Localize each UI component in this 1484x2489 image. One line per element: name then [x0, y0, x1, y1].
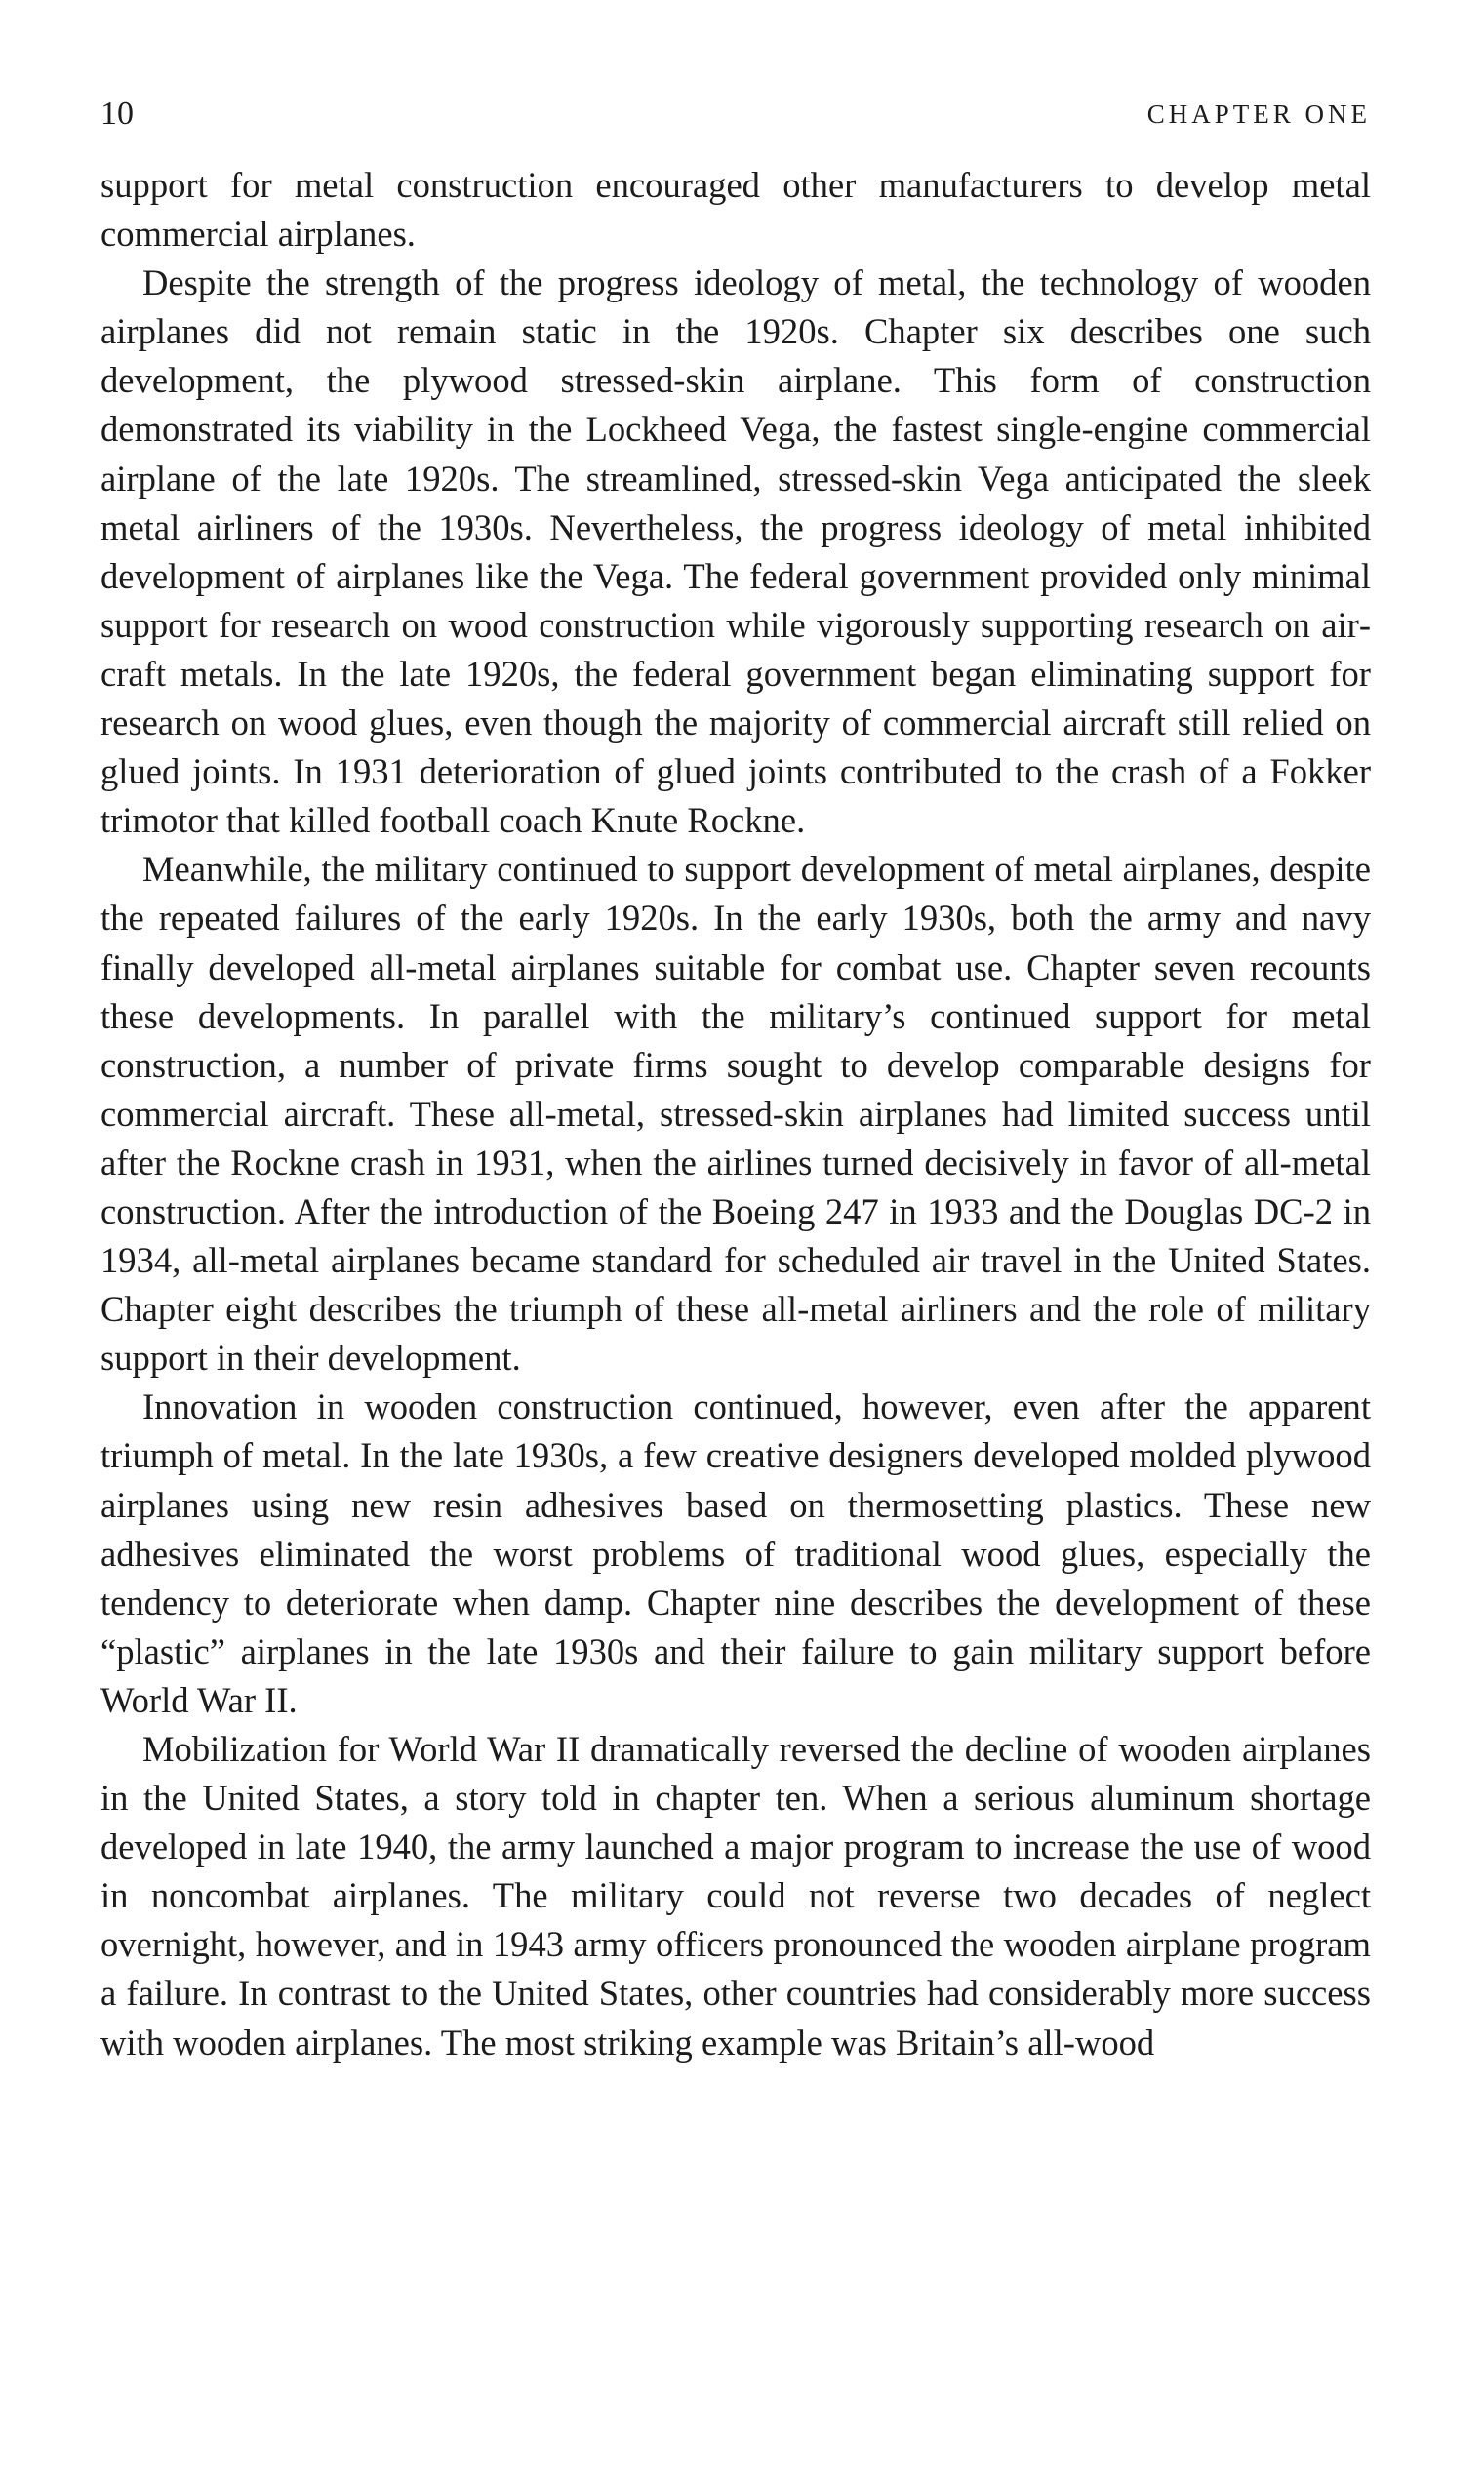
paragraph-continuation: support for metal construction encouraged other manufacturers to develop metal commercial airplanes. [100, 165, 1371, 255]
paragraph-world-war-two: Mobilization for World War II dramatically reversed the decline of wooden airplanes in the United States, a story told in chapter ten. When a serious aluminum shortage developed in late 1940, the army launched a major program to increase the use of wood in noncombat airplanes. The military could not reverse two decades of neglect overnight, however, and in 1943 army officers pronounced the wooden airplane program a failure. In contrast to the United States, other countries had considerably more success with wooden airplanes. The most striking example was Britain’s all-wood [100, 1729, 1371, 2063]
paragraph-military-metal: Meanwhile, the military continued to support development of metal airplanes, despite the repeated failures of the early 1920s. In the early 1930s, both the army and navy finally developed all-metal airplanes suitable for combat use. Chapter seven recounts these developments. In parallel with the military’s continued support for metal construction, a number of private firms sought to develop comparable designs for commercial aircraft. These all-metal, stressed-skin airplanes had limited success until after the Rockne crash in 1931, when the airlines turned decisively in favor of all-metal construction. After the introduction of the Boeing 247 in 1933 and the Douglas DC-2 in 1934, all-metal airplanes became standard for scheduled air travel in the United States. Chapter eight describes the triumph of these all-metal airliners and the role of military support in their development. [100, 849, 1371, 1379]
page-number: 10 [100, 96, 134, 132]
running-head [100, 90, 1371, 139]
paragraph-wooden-technology: Despite the strength of the progress ideology of metal, the technology of wooden airplanes did not remain static in the 1920s. Chapter six describes one such development, the plywood stressed-skin airplane. This form of construction demonstrated its viability in the Lockheed Vega, the fastest single-engine commercial airplane of the late 1920s. The streamlined, stressed-skin Vega anticipated the sleek metal airliners of the 1930s. Nevertheless, the progress ideology of metal inhibited development of airplanes like the Vega. The federal government provided only minimal support for research on wood construction while vigorously supporting research on aircraft metals. In the late 1920s, the federal government began eliminating support for research on wood glues, even though the majority of commercial aircraft still relied on glued joints. In 1931 deterioration of glued joints contributed to the crash of a Fokker trimotor that killed football coach Knute Rockne. [100, 262, 1371, 841]
chapter-title: CHAPTER ONE [1146, 100, 1371, 129]
paragraph-plastic-airplanes: Innovation in wooden construction continued, however, even after the apparent triumph of metal. In the late 1930s, a few creative designers developed molded plywood airplanes using new resin adhesives based on thermosetting plastics. These new adhesives eliminated the worst problems of traditional wood glues, especially the tendency to deteriorate when damp. Chapter nine describes the development of these “plastic” airplanes in the late 1930s and their failure to gain military support before World War II. [100, 1386, 1371, 1720]
body-text [100, 161, 1371, 2067]
